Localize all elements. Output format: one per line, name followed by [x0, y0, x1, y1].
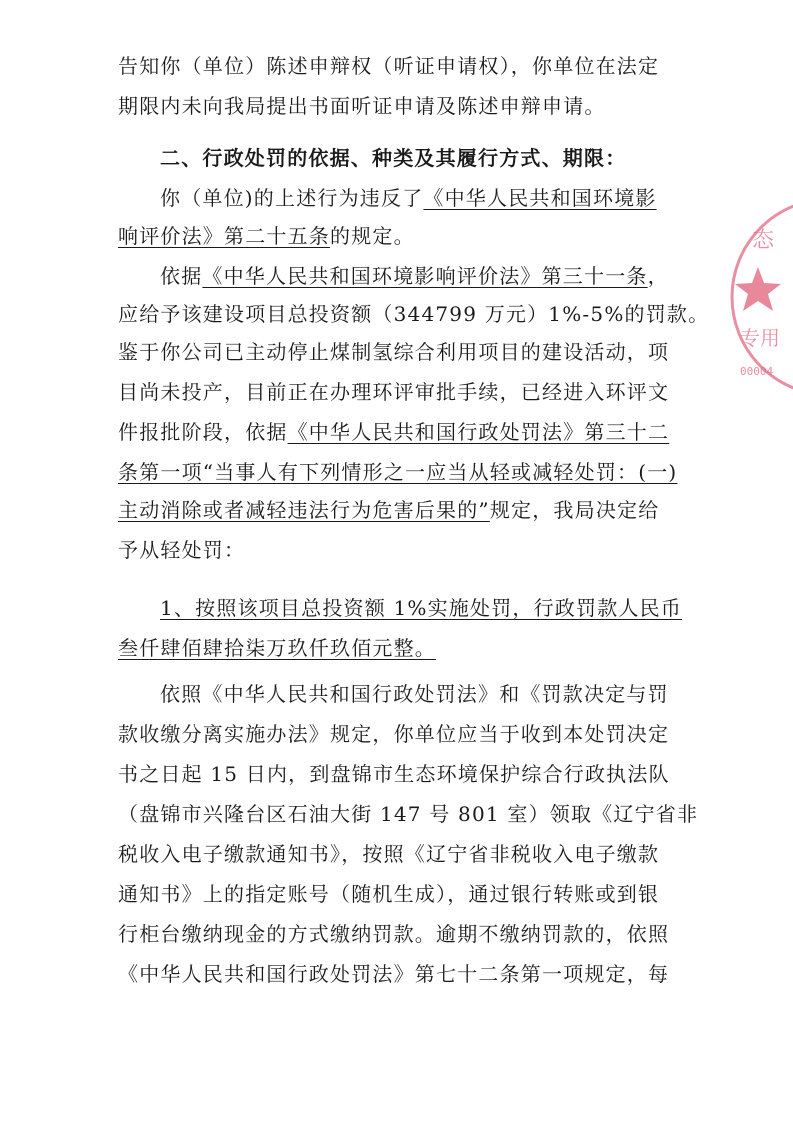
text-segment: 件报批阶段，依据: [118, 420, 288, 444]
seal-char: 态: [752, 228, 775, 253]
text-line: 税收入电子缴款通知书》，按照《辽宁省非税收入电子缴款: [118, 842, 660, 866]
law-citation: 《中华人民共和国环境影: [423, 186, 657, 210]
law-citation: 《中华人民共和国行政处罚法》第三十二: [287, 420, 670, 444]
seal-graphic: [718, 205, 793, 390]
text-line: 依照《中华人民共和国行政处罚法》和《罚款决定与罚: [160, 682, 669, 706]
text-line: [160, 262, 669, 290]
official-seal: [718, 205, 793, 390]
text-line: 目尚未投产，目前正在办理环评审批手续，已经进入环评文: [118, 380, 670, 404]
seal-char: 专用: [740, 326, 780, 350]
text-line: [118, 222, 415, 250]
text-line: [118, 496, 659, 524]
text-line: 行柜台缴纳现金的方式缴纳罚款。逾期不缴纳罚款的，依照: [118, 922, 670, 946]
seal-number: 00004: [740, 365, 774, 378]
text-segment: 你（单位)的上述行为违反了: [160, 186, 424, 210]
text-line: 予从轻处罚：: [118, 538, 246, 562]
penalty-amount: 叁仟肆佰肆拾柒万玖仟玖佰元整。: [118, 636, 436, 660]
text-line: 告知你（单位）陈述申辩权（听证申请权），你单位在法定: [118, 54, 660, 78]
text-line: 书之日起 15 日内，到盘锦市生态环境保护综合行政执法队: [118, 762, 670, 786]
text-line: [118, 418, 669, 446]
text-segment: 的规定。: [330, 224, 415, 248]
text-segment: 规定，我局决定给: [489, 498, 660, 522]
law-citation: 条第一项“当事人有下列情形之一应当从轻或减轻处罚：(一): [118, 460, 678, 484]
law-citation: 响评价法》第二十五条: [118, 224, 330, 248]
penalty-item: 1、按照该项目总投资额 1%实施处罚，行政罚款人民币: [160, 596, 683, 620]
text-line: 鉴于你公司已主动停止煤制氢综合利用项目的建设活动，项: [118, 340, 670, 364]
text-line: 应给予该建设项目总投资额（344799 万元）1%-5%的罚款。: [118, 302, 710, 326]
section-heading: 二、行政处罚的依据、种类及其履行方式、期限：: [160, 146, 627, 170]
text-line: [160, 184, 657, 212]
text-line: 《中华人民共和国行政处罚法》第七十二条第一项规定，每: [118, 962, 670, 986]
text-segment: 依据: [160, 264, 203, 288]
text-line: 期限内未向我局提出书面听证申请及陈述申辩申请。: [118, 94, 606, 118]
text-line: （盘锦市兴隆台区石油大街 147 号 801 室）领取《辽宁省非: [118, 802, 699, 826]
law-citation: 《中华人民共和国环境影响评价法》第三十一条: [202, 264, 648, 288]
text-segment: ，: [647, 264, 669, 288]
law-citation: 主动消除或者减轻违法行为危害后果的”: [118, 498, 490, 522]
text-line: 通知书》上的指定账号（随机生成），通过银行转账或到银: [118, 882, 660, 906]
seal-star-icon: [735, 267, 781, 311]
text-line: 款收缴分离实施办法》规定，你单位应当于收到本处罚决定: [118, 722, 670, 746]
